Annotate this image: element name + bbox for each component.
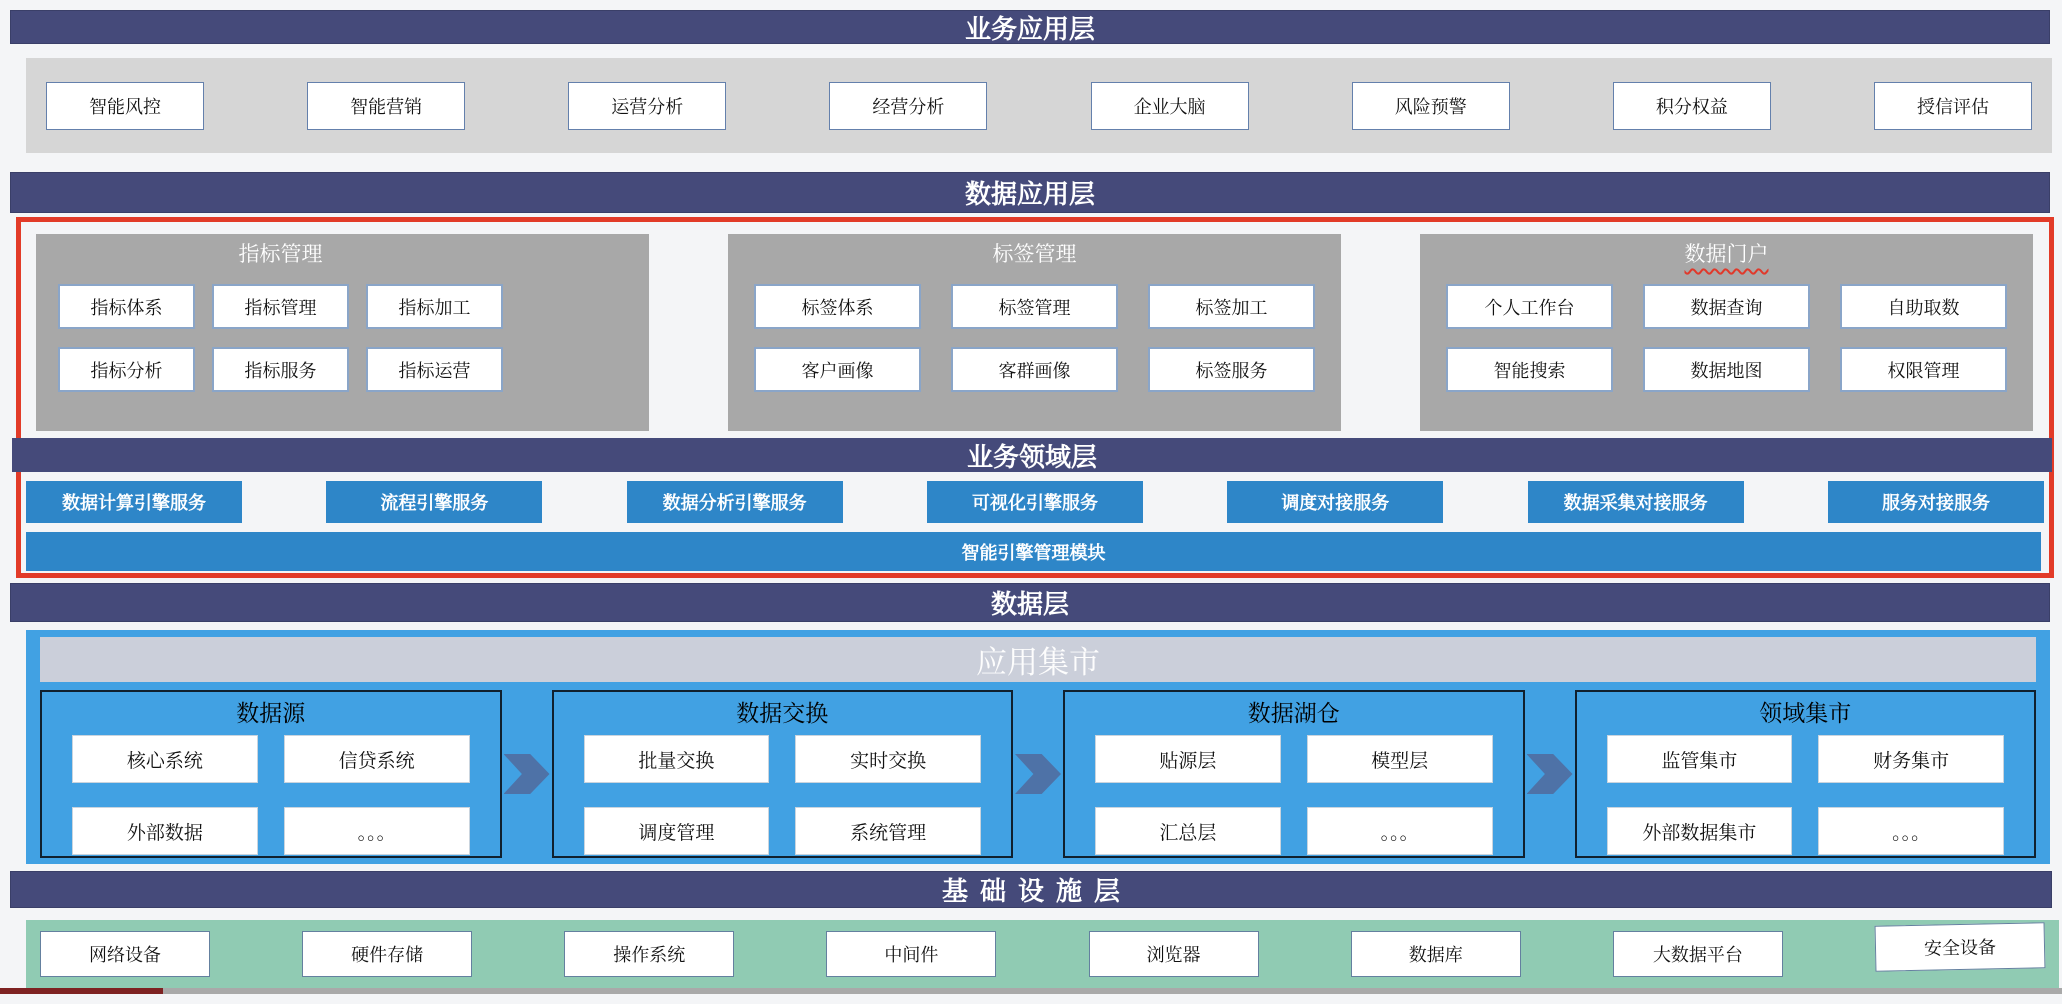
panel-button[interactable]: 监管集市: [1607, 735, 1793, 783]
panel-button[interactable]: 标签管理: [951, 284, 1118, 329]
panel-button[interactable]: 实时交换: [795, 735, 981, 783]
window-bottom-edge: [0, 988, 2062, 994]
engine-service[interactable]: 流程引擎服务: [326, 481, 542, 523]
panel-button[interactable]: 标签服务: [1148, 347, 1315, 392]
engine-service[interactable]: 数据计算引擎服务: [26, 481, 242, 523]
layer-title-business-domain: 业务领域层: [966, 441, 1097, 472]
panel-button-grid: [1065, 728, 1523, 863]
layer-band-business-domain: [12, 438, 2052, 472]
panel-button[interactable]: 指标服务: [212, 347, 349, 392]
infrastructure-item[interactable]: 操作系统: [564, 931, 734, 977]
layer-band-business-app: [10, 10, 2050, 44]
layer-title-business-app: 业务应用层: [964, 13, 1095, 44]
flow-arrow-icon: [1527, 754, 1573, 794]
panel-button[interactable]: 指标运营: [366, 347, 503, 392]
panel-button[interactable]: 财务集市: [1818, 735, 2004, 783]
business-app-item[interactable]: 风险预警: [1352, 82, 1510, 130]
panel-button[interactable]: 自助取数: [1840, 284, 2007, 329]
panel-button[interactable]: 标签加工: [1148, 284, 1315, 329]
infrastructure-item[interactable]: 浏览器: [1089, 931, 1259, 977]
layer-title-data-app: 数据应用层: [964, 179, 1095, 209]
panel-data-portal[interactable]: [1420, 234, 2033, 431]
panel-button[interactable]: 贴源层: [1095, 735, 1281, 783]
panel-title: 数据源: [236, 701, 306, 726]
panel-title: 数据交换: [736, 701, 829, 726]
panel-button[interactable]: 智能搜索: [1446, 347, 1613, 392]
panel-title: 领域集市: [1759, 701, 1852, 726]
panel-button[interactable]: 信贷系统: [284, 735, 470, 783]
application-mart-header: 应用集市: [40, 637, 2036, 682]
business-app-item[interactable]: 积分权益: [1613, 82, 1771, 130]
engine-service[interactable]: 服务对接服务: [1828, 481, 2044, 523]
infrastructure-item[interactable]: 大数据平台: [1613, 931, 1783, 977]
panel-button-grid: [1577, 728, 2035, 863]
business-app-item[interactable]: 智能风控: [46, 82, 204, 130]
infrastructure-item[interactable]: 硬件存储: [302, 931, 472, 977]
panel-button-ellipsis[interactable]: 。。。: [284, 807, 470, 855]
panel-button[interactable]: 核心系统: [72, 735, 258, 783]
panel-button[interactable]: 数据查询: [1643, 284, 1810, 329]
panel-button[interactable]: 标签体系: [754, 284, 921, 329]
panel-button[interactable]: 外部数据集市: [1607, 807, 1793, 855]
red-highlight-border: [16, 217, 2054, 578]
infrastructure-item[interactable]: 数据库: [1351, 931, 1521, 977]
panel-button[interactable]: 数据地图: [1643, 347, 1810, 392]
panel-button[interactable]: 指标体系: [58, 284, 195, 329]
panel-title: 指标管理: [238, 243, 323, 266]
panel-button[interactable]: 外部数据: [72, 807, 258, 855]
panel-button-grid: [1446, 284, 2007, 392]
layer-band-infrastructure: [10, 871, 2052, 908]
flow-arrow-icon: [1015, 754, 1061, 794]
business-app-item[interactable]: 经营分析: [829, 82, 987, 130]
spellcheck-squiggle: 数据门户: [1684, 243, 1769, 266]
business-app-item[interactable]: 智能营销: [307, 82, 465, 130]
data-app-panels: [21, 234, 2049, 431]
engine-service[interactable]: 数据采集对接服务: [1528, 481, 1744, 523]
engine-service[interactable]: 调度对接服务: [1227, 481, 1443, 523]
panel-button[interactable]: 批量交换: [584, 735, 770, 783]
engine-service[interactable]: 可视化引擎服务: [927, 481, 1143, 523]
architecture-diagram: [0, 10, 2062, 1004]
engine-services-row: [21, 481, 2049, 523]
layer-title-infrastructure: 基础设施层: [941, 876, 1132, 906]
panel-button[interactable]: 指标加工: [366, 284, 503, 329]
panel-button[interactable]: 客群画像: [951, 347, 1118, 392]
panel-button[interactable]: 指标管理: [212, 284, 349, 329]
business-app-strip: [26, 58, 2052, 153]
infrastructure-item[interactable]: 网络设备: [40, 931, 210, 977]
business-app-item[interactable]: 企业大脑: [1091, 82, 1249, 130]
panel-button[interactable]: 指标分析: [58, 347, 195, 392]
layer-title-data: 数据层: [990, 589, 1069, 619]
panel-button[interactable]: 系统管理: [795, 807, 981, 855]
panel-button-grid: [42, 728, 500, 863]
panel-button[interactable]: 个人工作台: [1446, 284, 1613, 329]
application-mart-container: [26, 630, 2050, 864]
bottom-edge-accent: [0, 988, 163, 994]
panel-button-ellipsis[interactable]: 。。。: [1818, 807, 2004, 855]
panel-button-grid: [754, 284, 1315, 392]
engine-service[interactable]: 数据分析引擎服务: [627, 481, 843, 523]
panel-button-grid: [58, 284, 503, 392]
panel-button[interactable]: 汇总层: [1095, 807, 1281, 855]
layer-band-data: [10, 583, 2050, 622]
panel-button-ellipsis[interactable]: 。。。: [1307, 807, 1493, 855]
panel-data-exchange[interactable]: [552, 690, 1014, 858]
panel-title: 数据湖仓: [1247, 701, 1340, 726]
panel-data-source[interactable]: [40, 690, 502, 858]
engine-management-bar[interactable]: 智能引擎管理模块: [26, 532, 2041, 571]
flow-arrow-icon: [504, 754, 550, 794]
panel-button[interactable]: 客户画像: [754, 347, 921, 392]
panel-title: [1446, 240, 2007, 270]
panel-button-grid: [554, 728, 1012, 863]
infrastructure-item[interactable]: 安全设备: [1875, 922, 2046, 972]
panel-button[interactable]: 调度管理: [584, 807, 770, 855]
panel-data-lakehouse[interactable]: [1063, 690, 1525, 858]
infrastructure-strip: [26, 920, 2059, 988]
panel-indicator-management[interactable]: [36, 234, 649, 431]
panel-domain-mart[interactable]: [1575, 690, 2037, 858]
panel-button[interactable]: 权限管理: [1840, 347, 2007, 392]
panel-label-management[interactable]: [728, 234, 1341, 431]
data-flow-row: [40, 690, 2036, 858]
infrastructure-item[interactable]: 中间件: [826, 931, 996, 977]
panel-button[interactable]: 模型层: [1307, 735, 1493, 783]
business-app-item[interactable]: 授信评估: [1874, 82, 2032, 130]
panel-title: 标签管理: [992, 243, 1077, 266]
business-app-item[interactable]: 运营分析: [568, 82, 726, 130]
layer-band-data-app: [10, 172, 2050, 213]
